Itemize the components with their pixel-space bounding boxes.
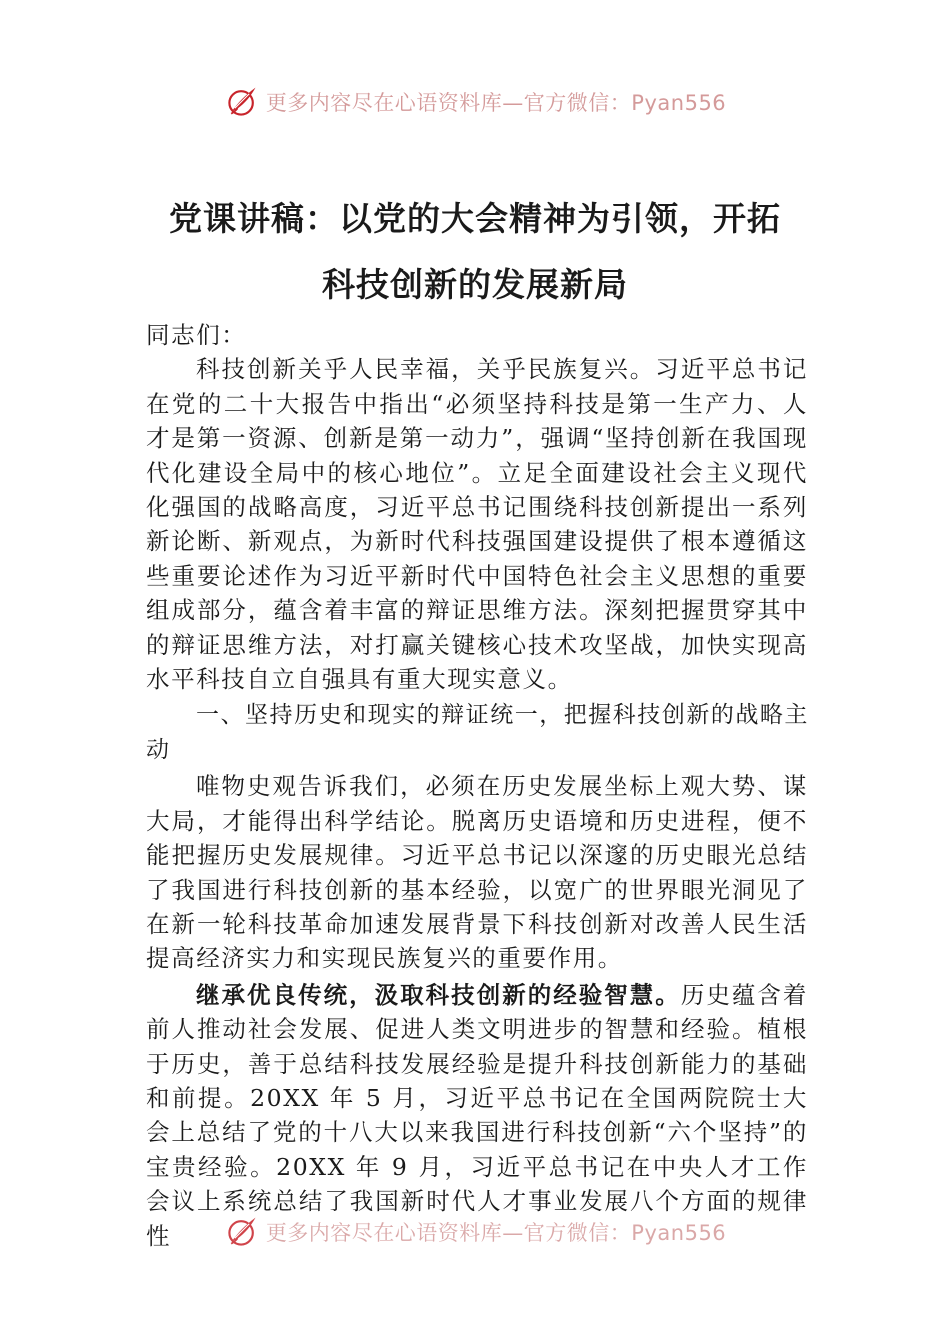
salutation: 同志们： [146, 321, 247, 349]
paragraph-tradition-text: 历史蕴含着前人推动社会发展、促进人类文明进步的智慧和经验。植根于历史，善于总结科技发展经验是提升科技创新能力的基础和前提。20XX 年 5 月，习近平总书记在全国两院院士大会上总结了党的十八大以来我国进行科技创新“六个坚持”的宝贵经验。20XX 年 9 月，习近平总书记在中央人才工作会议上系统总结了我国新时代人才事业发展八个方面的规律性 [146, 980, 808, 1250]
watermark-text-bottom: 更多内容尽在心语资料库—官方微信：Pyan556 [265, 1221, 727, 1245]
paragraph-intro: 科技创新关乎人民幸福，关乎民族复兴。习近平总书记在党的二十大报告中指出“必须坚持科技是第一生产力、人才是第一资源、创新是第一动力”，强调“坚持创新在我国现代化建设全局中的核心地位”。立足全面建设社会主义现代化强国的战略高度，习近平总书记围绕科技创新提出一系列新论断、新观点，为新时代科技强国建设提供了根本遵循这些重要论述作为习近平新时代中国特色社会主义思想的重要组成部分，蕴含着丰富的辩证思维方法。深刻把握贯穿其中的辩证思维方法，对打赢关键核心技术攻坚战，加快实现高水平科技自立自强具有重大现实意义。 [146, 355, 808, 694]
paragraph-lead-bold: 继承优良传统，汲取科技创新的经验智慧。 [196, 980, 681, 1009]
document-title [60, 186, 890, 318]
paragraph-history: 唯物史观告诉我们，必须在历史发展坐标上观大势、谋大局，才能得出科学结论。脱离历史语境和历史进程，便不能把握历史发展规律。习近平总书记以深邃的历史眼光总结了我国进行科技创新的基本经验，以宽广的世界眼光洞见了在新一轮科技革命加速发展背景下科技创新对改善人民生活提高经济实力和实现民族复兴的重要作用。 [146, 772, 808, 973]
section-heading-1: 一、坚持历史和现实的辩证统一，把握科技创新的战略主动 [146, 702, 808, 763]
watermark-banner-bottom [0, 1206, 950, 1246]
quill-logo-icon [224, 1214, 260, 1246]
watermark-text: 更多内容尽在心语资料库—官方微信：Pyan556 [265, 91, 727, 115]
title-line-1: 党课讲稿：以党的大会精神为引领，开拓 [169, 199, 781, 238]
quill-logo-icon [224, 84, 260, 120]
document-body [146, 318, 808, 1253]
watermark-banner-top [0, 82, 950, 122]
title-line-2: 科技创新的发展新局 [322, 265, 628, 304]
